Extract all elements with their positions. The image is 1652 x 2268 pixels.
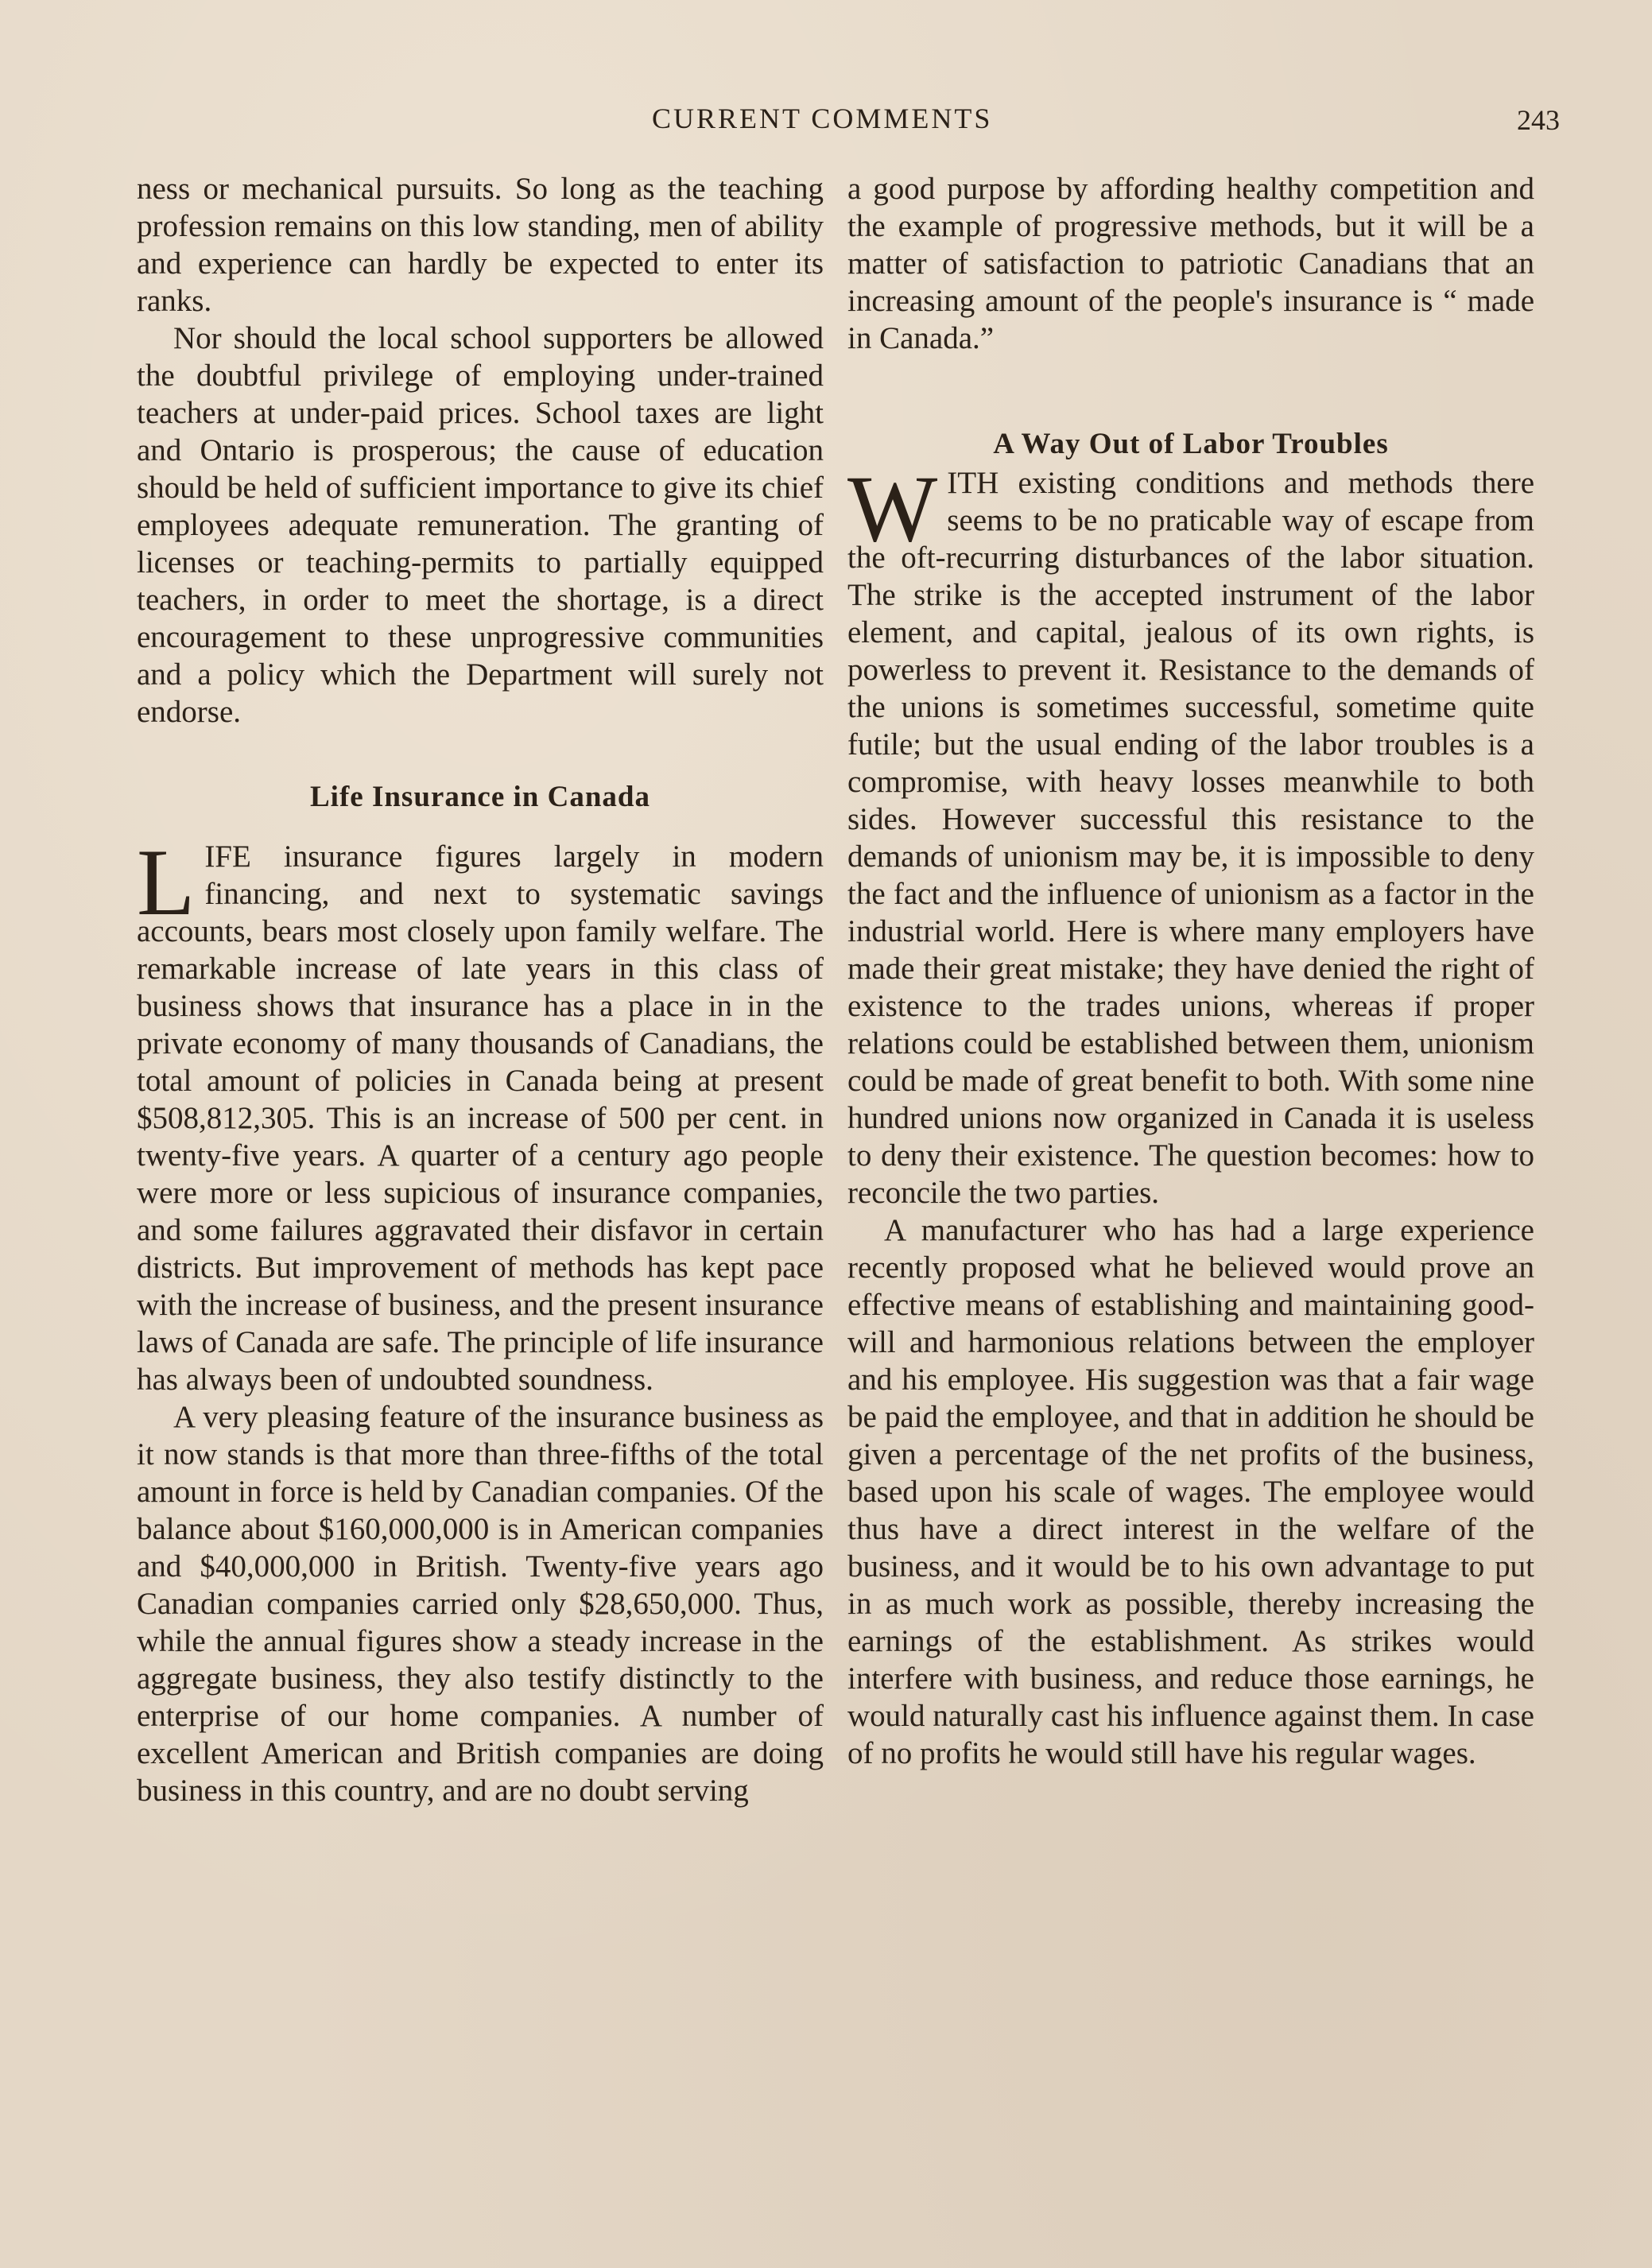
drop-cap-letter: L	[137, 829, 196, 935]
paragraph-insurance-feature: A very pleasing feature of the insurance business as it now stands is that more than three-fifths of the total amount in force is held by Canadian companies. Of the balance about $160,000,000 is in American companies and $40,000,000 in British. Twenty-five years ago Canadian companies carried only $28,650,000. Thus, while the annual figures show a steady increase in the aggregate business, they also testify distinctly to the enterprise of our home companies. A number of excellent American and British companies are doing business in this country, and are no doubt serving	[137, 1400, 824, 1808]
running-head: CURRENT COMMENTS	[652, 103, 993, 134]
section-heading-labor-troubles: A Way Out of Labor Troubles	[993, 428, 1389, 460]
paragraph-labor-text: ITH existing conditions and methods there seems to be no praticable way of escape from the oft-recurring disturbances of the labor situation. The strike is the accepted instrument of the labor element, and capital, jealous of its own rights, is powerless to prevent it. Resistance to the demands of the unions is sometimes successful, sometime quite futile; but the usual ending of the labor troubles is a compromise, with heavy losses meanwhile to both sides. However successful this resistance to the demands of unionism may be, it is impossible to deny the fact and the influence of unionism as a factor in the industrial world. Here is where many employers have made their great mistake; they have denied the right of existence to the trades unions, whereas if proper relations could be established between them, unionism could be made of great benefit to both. With some nine hundred unions now organized in Canada it is useless to deny their existence. The question becomes: how to reconcile the two parties.	[847, 466, 1534, 1210]
paragraph-teaching-continued: ness or mechanical pursuits. So long as the teaching profession remains on this low standing, men of ability and experience can hardly be expected to enter its ranks.	[137, 172, 824, 318]
page-number: 243	[1517, 104, 1560, 136]
left-column	[137, 170, 824, 1809]
paragraph-life-insurance-intro	[137, 829, 824, 1398]
paragraph-school-supporters: Nor should the local school supporters be allowed the doubtful privilege of employing under-trained teachers at under-paid prices. School taxes are light and Ontario is prosperous; the cause of education should be held of sufficient importance to give its chief employees adequate remuneration. The granting of licenses or teaching-permits to partially equipped teachers, in order to meet the shortage, is a direct encouragement to these unprogressive communities and a policy which the Department will surely not endorse.	[137, 321, 824, 729]
right-column	[847, 170, 1534, 1772]
paragraph-insurance-continued: a good purpose by affording healthy competition and the example of progressive methods, but it will be a matter of satisfaction to patriotic Canadians that an increasing amount of the people's insurance is “ made in Canada.”	[847, 172, 1534, 355]
section-heading-life-insurance: Life Insurance in Canada	[310, 781, 650, 813]
paragraph-labor-intro	[847, 456, 1534, 1212]
paragraph-life-insurance-text: IFE insurance figures largely in modern financing, and next to systematic savings accounts, bears most closely upon family welfare. The remarkable increase of late years in this class of business shows that insurance has a place in in the private economy of many thousands of Canadians, the total amount of policies in Canada being at present $508,812,305. This is an increase of 500 per cent. in twenty-five years. A quarter of a century ago people were more or less supicious of insurance companies, and some failures aggravated their disfavor in certain districts. But improvement of methods has kept pace with the increase of business, and the present insurance laws of Canada are safe. The principle of life insurance has always been of undoubted soundness.	[137, 839, 824, 1397]
paragraph-manufacturer-proposal: A manufacturer who has had a large experience recently proposed what he believed would prove an effective means of establishing and maintaining good-will and harmonious relations between the employer and his employee. His suggestion was that a fair wage be paid the employee, and that in addition he should be given a percentage of the net profits of the business, based upon his scale of wages. The employee would thus have a direct interest in the welfare of the business, and it would be to his own advantage to put in as much work as possible, thereby increasing the earnings of the establishment. As strikes would interfere with business, and reduce those earnings, he would naturally cast his influence against them. In case of no profits he would still have his regular wages.	[847, 1213, 1534, 1770]
drop-cap-letter: W	[847, 456, 938, 561]
